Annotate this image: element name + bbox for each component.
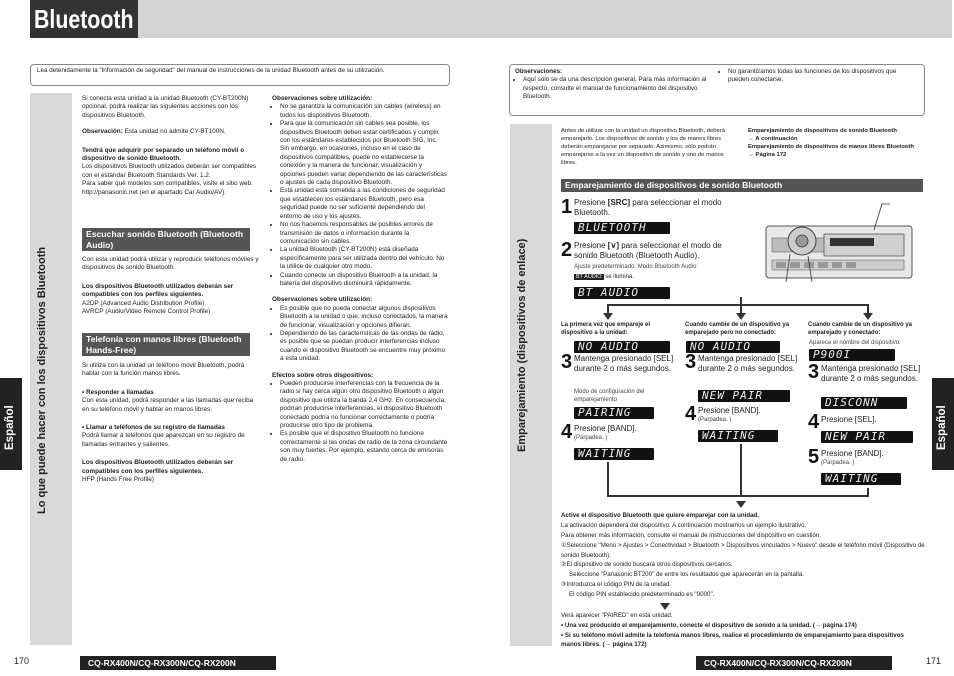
ref1-bold: Emparejamiento de dispositivos de sonido Bluetooth [748, 128, 897, 134]
left-vertical-title: Lo que puede hacer con los dispositivos Bluetooth [36, 246, 48, 514]
list-item: • No garantizamos todas las funciones de los dispositivos que pueden conectarse. [728, 68, 918, 85]
list-item: • Pueden producirse interferencias con la frecuencia de la radio si hay cerca algún otro dispositivo Bluetooth o algún dispositivo que utiliza la banda 2,4 GHz. En consecuencia, podrían producirse interferencias, el dispositivo Bluetooth conectado podría no funcionar correctamente o podría producirse otro tipo de problema. [280, 380, 448, 430]
left-col1 [82, 95, 260, 197]
audio-text: Con esta unidad podrá utilizar y reproducir teléfonos móviles y dispositivos de sonido Bluetooth. [82, 256, 259, 272]
step-1-text [574, 198, 754, 218]
branch-3-note-0: Aparece el nombre del dispositivo. [809, 340, 901, 346]
intro-text: Si conecta esta unidad a la unidad Bluetooth (CY-BT200N) opcional, podrá realizar las siguientes acciones con los dispositivos Bluetooth. [82, 95, 249, 119]
right-obs-head: Observaciones: [515, 68, 563, 75]
right-obs-list-right [720, 68, 918, 85]
branch-2-step-4-note: (Parpadea. ) [698, 417, 732, 423]
audio-avrcp: AVRCP (Audio/Video Remote Control Profile) [82, 308, 211, 316]
obs1-list [272, 103, 448, 288]
step-2-key: [∨] [607, 241, 619, 250]
branch-1-step-3-text: Mantenga presionado [SEL] durante 2 o más segundos. [574, 354, 674, 373]
web-text: Para saber qué modelos son compatibles, visite el sitio web: http://panasonic.net (en el apartado Car Audio/AV). [82, 180, 253, 196]
branch-3-head: Cuando cambie de un dispositivo ya emparejado y conectado: [808, 322, 913, 336]
left-page-number: 170 [14, 656, 30, 666]
branch-1-display-0: NO AUDIO [574, 341, 670, 353]
right-lang-tab-label: Español [936, 405, 948, 450]
arrow-down-icon [736, 313, 746, 320]
branch-3-display-4: NEW PAIR [821, 431, 913, 443]
list-item: • Es posible que no pueda conectar algunos dispositivos Bluetooth a la unidad o que, incluso conectados, la manera de funcionar, visualización y opciones difieran. [280, 305, 448, 330]
header-bar [30, 0, 952, 38]
observation-text: Esta unidad no admite CY-BT100N. [124, 128, 226, 136]
bottom-i3b: El código PIN establecido predeterminado es "0000". [569, 591, 715, 598]
branch-3-step-3-number: 3 [808, 361, 820, 383]
right-intro: Antes de utilizar con la unidad un dispositivo Bluetooth, deberá emparejarlo. Los dispositivos de sonido y los de manos libres deberán emparejarse por separado. Asimismo, sólo podrán emparejarse a la vez un dispositivo de sonido y uno de manos libres. [561, 128, 726, 166]
page-title: Bluetooth [34, 4, 134, 34]
obs2-head: Observaciones sobre utilización: [272, 296, 373, 304]
ref2-link[interactable]: → Página 172 [748, 152, 787, 158]
arrow-down-icon [863, 313, 873, 320]
ref2-bold: Emparejamiento de dispositivos de manos libres Bluetooth [748, 144, 914, 150]
branch-3-step-3-text: Mantenga presionado [SEL] durante 2 o más segundos. [821, 364, 921, 383]
branch-1-step-4-note: (Parpadea. ) [574, 435, 608, 441]
step-2-text [574, 241, 746, 261]
branch-1-step-4-text: Presione [BAND]. [574, 424, 637, 433]
list-item: • No nos hacemos responsables de posibles errores de transmisión de datos o información durante la comunicación sin cables. [280, 221, 448, 246]
pairing-section-head: Emparejamiento de dispositivos de sonido Bluetooth [561, 179, 923, 192]
step-1-display: BLUETOOTH [574, 222, 670, 234]
branch-2-step-3-text: Mantenga presionado [SEL] durante 2 o más segundos. [698, 354, 798, 373]
car-stereo-illustration [764, 196, 914, 288]
branch-2-step-4-text: Presione [BAND]. [698, 406, 761, 415]
bt-audio-badge: BT AUDIO [576, 274, 602, 280]
list-item: • No se garantiza la comunicación sin cables (wireless) en todos los dispositivos Bluetooth. [280, 103, 448, 120]
bottom-b1: • Una vez producido el emparejamiento, conecte el dispositivo de sonido a la unidad. (→ página 174) [561, 622, 857, 629]
bottom-head: Active el dispositivo Bluetooth que quiere emparejar con la unidad. [561, 512, 760, 519]
branch-3-display-5: WAITING [821, 473, 901, 485]
branch-2-display-0: NO AUDIO [686, 341, 780, 353]
bottom-after-text: Verá aparecer "PAIRED" en esta unidad. [561, 612, 673, 619]
safety-notice-text: Lea detenidamente la "Información de seguridad" del manual de instrucciones de la unidad Bluetooth antes de su utilización. [37, 67, 385, 74]
branch-3-display-3: DISCONN [821, 397, 907, 409]
left-lang-tab-label: Español [4, 405, 16, 450]
branch-2-display-4: WAITING [698, 430, 778, 442]
bottom-l1: La activación dependerá del dispositivo. A continuación mostramos un ejemplo ilustrativo. [561, 522, 807, 529]
step-2-text-b: para seleccionar el modo de sonido Bluetooth (Bluetooth Audio). [574, 241, 722, 260]
branch-1-display-4: WAITING [574, 448, 654, 460]
list-item: • Es posible que el dispositivo Bluetooth no funcione correctamente si las ondas de radio de la zona circundante son muy fuertes. Por ejemplo, estando cerca de emisoras de radio. [280, 430, 448, 464]
branch-3-step-5-number: 5 [808, 446, 820, 468]
list-item: • Cuando conecte un dispositivo Bluetooth a la unidad, la batería del dispositivo disminuirá rápidamente. [280, 272, 448, 289]
step-2-badge-line [574, 273, 634, 281]
arrow-down-icon [603, 313, 613, 320]
bottom-i2: ②El dispositivo de sonido buscará otros dispositivos cercanos. [561, 561, 733, 568]
bottom-instructions [561, 511, 925, 600]
phone-text: Si utiliza con la unidad un teléfono móvil Bluetooth, podrá hablar con la función manos libres. [82, 362, 245, 378]
bottom-i2b: Seleccione "Panasonic BT200" de entre los resultados que aparecerán en la pantalla. [569, 571, 804, 578]
step-2-number: 2 [561, 239, 573, 261]
effects-head: Efectos sobre otros dispositivos: [272, 371, 374, 379]
phone-section-body [82, 362, 260, 484]
obs1-head: Observaciones sobre utilización: [272, 95, 373, 102]
stereo-svg [764, 196, 914, 288]
bottom-i1: ①Seleccione "Menú > Ajustes > Conectividad > Bluetooth > Dispositivos vinculados > Nuevo" desde el teléfono móvil (Dispositivo de sonido Bluetooth). [561, 542, 925, 559]
hfp-bold: Los dispositivos Bluetooth utilizados deberán ser compatibles con los perfiles siguientes. [82, 459, 234, 475]
branch-1-step-3-number: 3 [561, 351, 573, 373]
safety-notice [30, 64, 450, 86]
branch-3-step-4-number: 4 [808, 411, 820, 433]
right-model-label: CQ-RX400N/CQ-RX300N/CQ-RX200N [696, 656, 892, 670]
list-item: • Dependiendo de las características de las ondas de radio, es posible que se puedan producir interferencias incluso cuando el dispositivo Bluetooth se encuentre muy próximo a esta unidad. [280, 330, 448, 364]
call-head: • Llamar a teléfonos de su registro de llamadas [82, 424, 225, 432]
left-model-label: CQ-RX400N/CQ-RX300N/CQ-RX200N [80, 656, 276, 670]
branch-2-step-4-number: 4 [685, 403, 697, 425]
step-1-text-a: Presione [574, 198, 608, 207]
audio-a2dp: A2DP (Advanced Audio Distribution Profile) [82, 299, 205, 307]
converge-line-1 [607, 462, 609, 496]
branch-2-display-3: NEW PAIR [698, 390, 790, 402]
converge-line-horizontal [607, 495, 869, 497]
step-2-badge-note: se ilumina. [605, 274, 634, 280]
obs2-list [272, 305, 448, 364]
branch-1-head: La primera vez que empareje el dispositivo a la unidad: [561, 322, 651, 336]
branch-3-step-5-text: Presione [BAND]. [821, 449, 884, 458]
right-page-number: 171 [926, 656, 942, 666]
phone-section-head: Telefonía con manos libres (Bluetooth Hands-Free) [82, 333, 250, 356]
right-vertical-title: Emparejamiento (dispositivos de enlace) [516, 238, 528, 452]
step-2-text-a: Presione [574, 241, 608, 250]
observation-label: Observación: [82, 128, 123, 136]
branch-3-display-0: P900I [809, 349, 895, 361]
observation-line [82, 128, 260, 136]
step-1-key: [SRC] [607, 198, 631, 207]
left-col2 [272, 95, 448, 464]
arrow-down-icon [660, 603, 670, 610]
branch-1-step-3-note: Modo de configuración del emparejamiento [574, 389, 645, 403]
profile-text: Los dispositivos Bluetooth utilizados deberán ser compatibles con el estándar Bluetooth Standards Ver. 1.2. [82, 163, 257, 179]
audio-section-body [82, 256, 260, 316]
audio-bold: Los dispositivos Bluetooth utilizados deberán ser compatibles con los perfiles siguientes. [82, 282, 234, 299]
right-refs [748, 127, 924, 159]
audio-section-head: Escuchar sonido Bluetooth (Bluetooth Audio) [82, 228, 250, 251]
effects-list [272, 380, 448, 464]
arrow-down-icon [736, 501, 746, 508]
step-1-number: 1 [561, 196, 573, 218]
step-1-text-b: para seleccionar el modo Bluetooth. [574, 198, 722, 217]
branch-2-head: Cuando cambie de un dispositivo ya emparejado pero no conectado: [685, 322, 790, 336]
right-obs-right [720, 68, 918, 85]
hfp-text: HFP (Hands Free Profile) [82, 476, 154, 484]
branch-1-display-3: PAIRING [574, 407, 654, 419]
branch-3-step-5-note: (Parpadea. ) [821, 460, 855, 466]
bottom-after [561, 611, 925, 649]
branch-2-step-3-number: 3 [685, 351, 697, 373]
right-obs-left [515, 68, 715, 102]
branch-3-step-4-text: Presione [SEL]. [821, 415, 877, 424]
converge-line-2 [740, 444, 742, 496]
list-item: • La unidad Bluetooth (CY-BT200N) está diseñada específicamente para ser utilizada dentro del vehículo. No la utilice de cualquier otro modo. [280, 246, 448, 271]
list-item: • Está unidad está sometida a las condiciones de seguridad que establecen los estándares Bluetooth, pero esa seguridad puede no ser suficiente dependiendo del entorno de uso y los ajustes. [280, 187, 448, 221]
branch-1-step-4-number: 4 [561, 421, 573, 443]
answer-head: • Responder a llamadas [82, 388, 154, 396]
bottom-l2: Para obtener más información, consulte el manual de instrucciones del dispositivo en cuestión. [561, 532, 822, 539]
list-item: • Aquí sólo se da una descripción general. Para más información al respecto, consulte el manual de funcionamiento del dispositivo Bluetooth. [523, 76, 715, 101]
ref1-link[interactable]: → A continuación [748, 136, 798, 142]
profile-bold: Tendrá que adquirir por separado un teléfono móvil o dispositivo de sonido Bluetooth. [82, 146, 245, 163]
list-item: • Para que la comunicación sin cables sea posible, los dispositivos Bluetooth deben estar certificados y cumplir con los estándares establecidos por Bluetooth SIG, Inc. Sin embargo, en ocasiones, incluso en el caso de dispositivos compatibles, puede no establecerse la conexión y la manera de funcionar, visualización y opciones pueden variar dependiendo de las características o ajustes de cada dispositivo Bluetooth. [280, 120, 448, 187]
call-text: Podrá llamar a teléfonos que aparezcan en su registro de llamadas entrantes y salientes. [82, 432, 245, 448]
step-2-note: Ajuste predeterminado: Modo Bluetooth Audio [574, 264, 697, 270]
answer-text: Con esta unidad, podrá responder a las llamadas que reciba en su teléfono móvil y hablar en manos libres. [82, 397, 254, 413]
step-2-display: BT AUDIO [574, 287, 670, 299]
right-obs-list-left [515, 76, 715, 101]
bottom-i3: ③Introduzca el código PIN de la unidad. [561, 581, 672, 588]
bottom-b2: • Si su teléfono móvil admite la telefonía manos libres, realice el procedimiento de emparejamiento para dispositivos manos libres. (→ página 172) [561, 632, 904, 648]
flow-line-horizontal [607, 304, 869, 306]
